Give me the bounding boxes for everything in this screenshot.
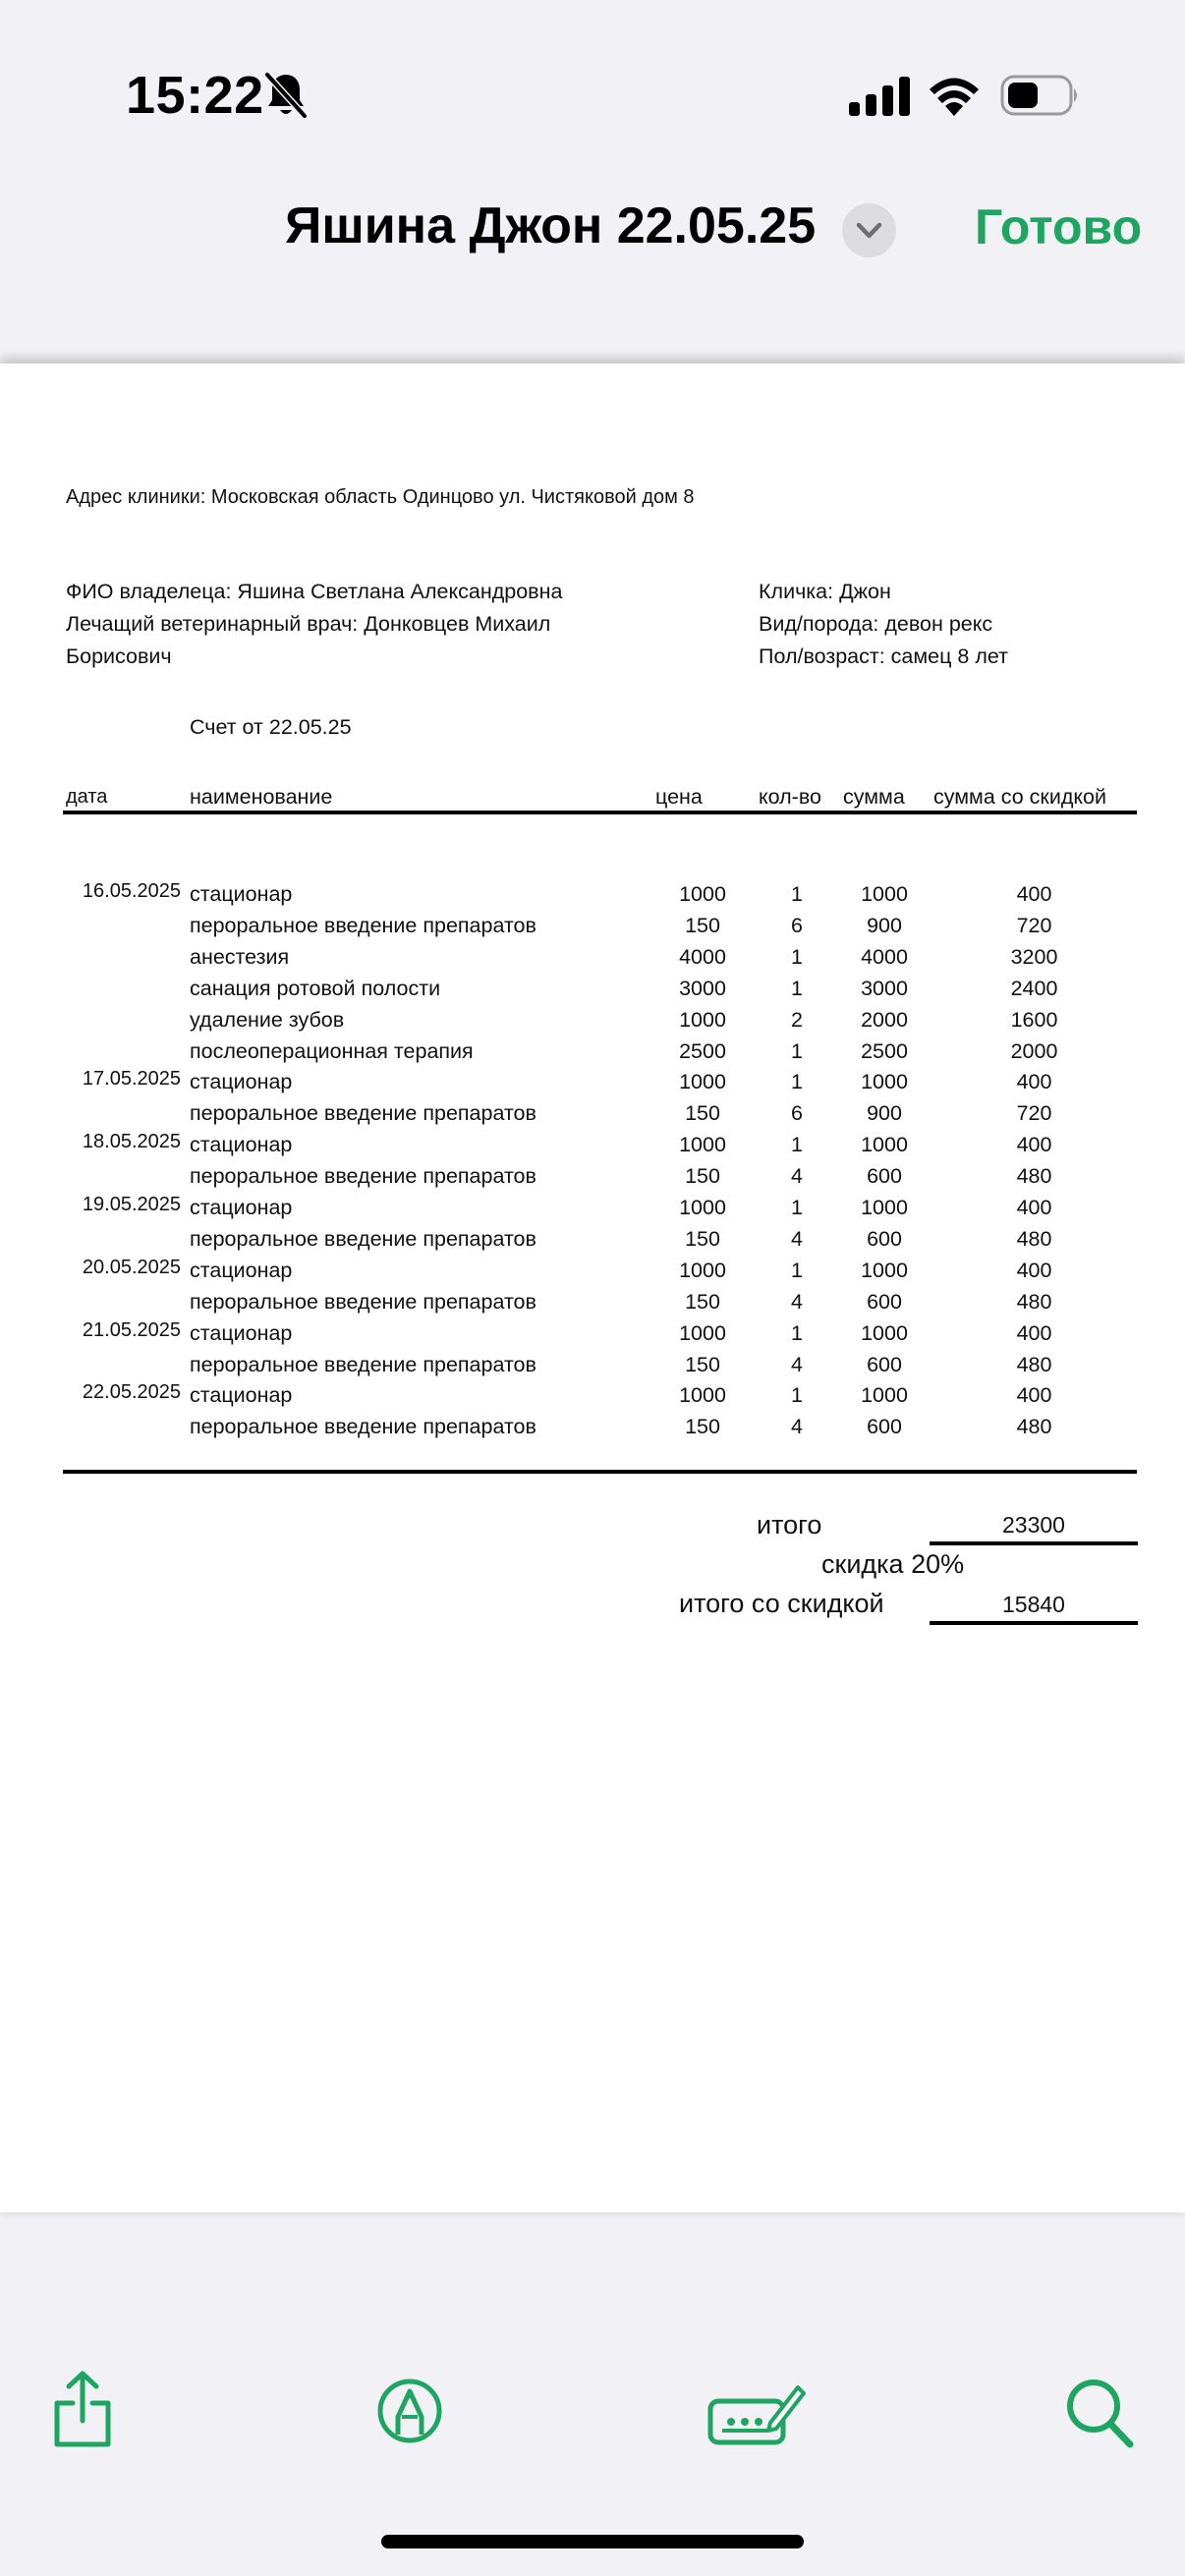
col-header-sum-discount: сумма со скидкой [933, 785, 1106, 809]
home-indicator[interactable] [381, 2535, 804, 2548]
row-name: стационар [190, 1133, 293, 1157]
owner-name: ФИО владелеца: Яшина Светлана Александровна [66, 580, 563, 603]
row-price: 1000 [679, 1196, 726, 1219]
row-qty: 6 [791, 1101, 803, 1126]
row-qty: 1 [791, 976, 803, 1000]
markup-icon[interactable] [376, 2378, 443, 2444]
row-sum-discount: 400 [1016, 1320, 1052, 1345]
row-qty: 1 [791, 1133, 803, 1157]
invoice-title: Счет от 22.05.25 [190, 715, 352, 739]
row-qty: 4 [791, 1164, 803, 1189]
row-sum-discount: 720 [1016, 1101, 1052, 1126]
row-sum: 1000 [861, 1383, 908, 1408]
row-sum: 1000 [861, 1070, 908, 1094]
row-price: 1000 [679, 1258, 726, 1282]
row-qty: 1 [791, 882, 803, 906]
status-time: 15:22 [126, 66, 264, 125]
row-qty: 1 [791, 1320, 803, 1345]
invoice-document [0, 364, 1185, 2212]
row-sum: 600 [867, 1226, 902, 1251]
doctor-name-line2: Борисович [66, 644, 172, 668]
pet-breed: Вид/порода: девон рекс [759, 612, 993, 636]
row-sum-discount: 2400 [1010, 976, 1058, 1000]
table-row [0, 1070, 1185, 1101]
row-price: 1000 [679, 1007, 726, 1032]
row-date: 16.05.2025 [82, 880, 181, 902]
row-sum-discount: 480 [1016, 1352, 1052, 1376]
row-price: 150 [685, 1289, 720, 1314]
row-price: 2500 [679, 1038, 726, 1063]
row-name: стационар [190, 1320, 293, 1345]
row-sum: 2500 [861, 1038, 908, 1063]
row-sum: 600 [867, 1164, 902, 1189]
table-row [0, 1164, 1185, 1196]
row-sum: 1000 [861, 1133, 908, 1157]
row-price: 150 [685, 1164, 720, 1189]
row-sum: 1000 [861, 1320, 908, 1345]
table-row [0, 1196, 1185, 1227]
row-name: пероральное введение препаратов [190, 913, 536, 937]
header-divider [63, 811, 1137, 814]
table-row [0, 1256, 1185, 1290]
row-sum: 900 [867, 913, 902, 937]
col-header-date: дата [66, 786, 108, 808]
signature-icon[interactable] [707, 2378, 806, 2446]
row-sum: 1000 [861, 882, 908, 906]
row-date: 18.05.2025 [82, 1131, 181, 1153]
chevron-down-icon [856, 219, 882, 243]
row-sum: 1000 [861, 1196, 908, 1219]
total-discount-underline [930, 1621, 1138, 1625]
row-price: 3000 [679, 976, 726, 1000]
wifi-icon [928, 75, 981, 116]
table-row [0, 1227, 1185, 1259]
row-sum-discount: 480 [1016, 1226, 1052, 1251]
row-price: 150 [685, 1415, 720, 1439]
pet-sex-age: Пол/возраст: самец 8 лет [759, 644, 1008, 668]
row-name: стационар [190, 1070, 293, 1094]
table-row [0, 1039, 1185, 1071]
row-sum-discount: 480 [1016, 1415, 1052, 1439]
table-row [0, 1008, 1185, 1039]
clinic-address: Адрес клиники: Московская область Одинцово ул. Чистяковой дом 8 [66, 486, 695, 508]
row-price: 150 [685, 1226, 720, 1251]
row-qty: 1 [791, 1383, 803, 1408]
row-sum: 600 [867, 1352, 902, 1376]
row-qty: 4 [791, 1226, 803, 1251]
row-price: 4000 [679, 944, 726, 969]
cellular-signal-icon [849, 77, 910, 116]
row-date: 19.05.2025 [82, 1194, 181, 1215]
row-name: пероральное введение препаратов [190, 1164, 536, 1189]
row-name: пероральное введение препаратов [190, 1415, 536, 1439]
total-underline [930, 1541, 1138, 1545]
table-row [0, 1290, 1185, 1321]
row-qty: 4 [791, 1289, 803, 1314]
total-label: итого [757, 1510, 822, 1540]
total-discount-label: итого со скидкой [679, 1589, 884, 1618]
row-sum-discount: 480 [1016, 1289, 1052, 1314]
row-sum-discount: 400 [1016, 1383, 1052, 1408]
bell-slash-icon [263, 71, 309, 120]
row-name: пероральное введение препаратов [190, 1226, 536, 1251]
share-icon[interactable] [51, 2370, 114, 2448]
row-price: 150 [685, 1352, 720, 1376]
row-qty: 1 [791, 1258, 803, 1282]
battery-icon [1000, 75, 1081, 116]
row-qty: 1 [791, 944, 803, 969]
col-header-qty: кол-во [759, 785, 821, 809]
row-name: анестезия [190, 944, 290, 969]
row-sum: 900 [867, 1101, 902, 1126]
row-sum: 600 [867, 1415, 902, 1439]
row-qty: 4 [791, 1415, 803, 1439]
row-sum: 2000 [861, 1007, 908, 1032]
table-row [0, 945, 1185, 977]
row-name: послеоперационная терапия [190, 1038, 474, 1063]
row-sum-discount: 2000 [1010, 1038, 1058, 1063]
row-date: 20.05.2025 [82, 1256, 181, 1278]
row-price: 1000 [679, 1133, 726, 1157]
table-row [0, 1101, 1185, 1133]
row-date: 21.05.2025 [82, 1318, 181, 1341]
row-sum-discount: 1600 [1010, 1007, 1058, 1032]
row-price: 1000 [679, 882, 726, 906]
row-qty: 1 [791, 1038, 803, 1063]
row-sum-discount: 400 [1016, 1196, 1052, 1219]
col-header-price: цена [655, 785, 703, 809]
doctor-name-line1: Лечащий ветеринарный врач: Донковцев Михаил [66, 612, 551, 636]
title-menu-button[interactable] [842, 203, 896, 257]
row-qty: 6 [791, 913, 803, 937]
row-sum-discount: 400 [1016, 1258, 1052, 1282]
row-price: 1000 [679, 1320, 726, 1345]
row-sum-discount: 480 [1016, 1164, 1052, 1189]
row-name: стационар [190, 1196, 293, 1219]
row-name: удаление зубов [190, 1007, 345, 1032]
row-qty: 2 [791, 1007, 803, 1032]
row-qty: 1 [791, 1196, 803, 1219]
row-sum: 3000 [861, 976, 908, 1000]
table-row [0, 1353, 1185, 1384]
row-price: 1000 [679, 1383, 726, 1408]
row-sum: 4000 [861, 944, 908, 969]
row-qty: 1 [791, 1070, 803, 1094]
row-price: 150 [685, 1101, 720, 1126]
row-qty: 4 [791, 1352, 803, 1376]
row-sum-discount: 3200 [1010, 944, 1058, 969]
col-header-sum: сумма [843, 785, 905, 809]
table-row [0, 1133, 1185, 1164]
done-button[interactable]: Готово [975, 199, 1143, 254]
table-row [0, 977, 1185, 1008]
row-name: стационар [190, 882, 293, 906]
row-name: пероральное введение препаратов [190, 1101, 536, 1126]
row-sum-discount: 720 [1016, 913, 1052, 937]
row-date: 22.05.2025 [82, 1381, 181, 1404]
row-name: стационар [190, 1383, 293, 1408]
table-row [0, 914, 1185, 945]
col-header-name: наименование [190, 785, 333, 809]
pet-name: Кличка: Джон [759, 580, 891, 603]
row-price: 150 [685, 913, 720, 937]
search-icon[interactable] [1065, 2378, 1134, 2448]
table-bottom-divider [63, 1470, 1137, 1474]
row-date: 17.05.2025 [82, 1068, 181, 1091]
table-row [0, 1415, 1185, 1446]
row-sum: 1000 [861, 1258, 908, 1282]
row-name: санация ротовой полости [190, 976, 441, 1000]
total-discount-value: 15840 [1002, 1592, 1065, 1617]
row-price: 1000 [679, 1070, 726, 1094]
document-page[interactable] [0, 364, 1185, 2212]
row-name: пероральное введение препаратов [190, 1352, 536, 1376]
row-sum: 600 [867, 1289, 902, 1314]
row-sum-discount: 400 [1016, 1133, 1052, 1157]
table-row [0, 1383, 1185, 1415]
table-row [0, 1318, 1185, 1353]
row-name: пероральное введение препаратов [190, 1289, 536, 1314]
row-sum-discount: 400 [1016, 882, 1052, 906]
row-sum-discount: 400 [1016, 1070, 1052, 1094]
total-value: 23300 [1002, 1512, 1065, 1538]
row-name: стационар [190, 1258, 293, 1282]
document-title[interactable]: Яшина Джон 22.05.25 [285, 197, 817, 254]
table-row [0, 882, 1185, 914]
discount-label: скидка 20% [821, 1549, 965, 1579]
